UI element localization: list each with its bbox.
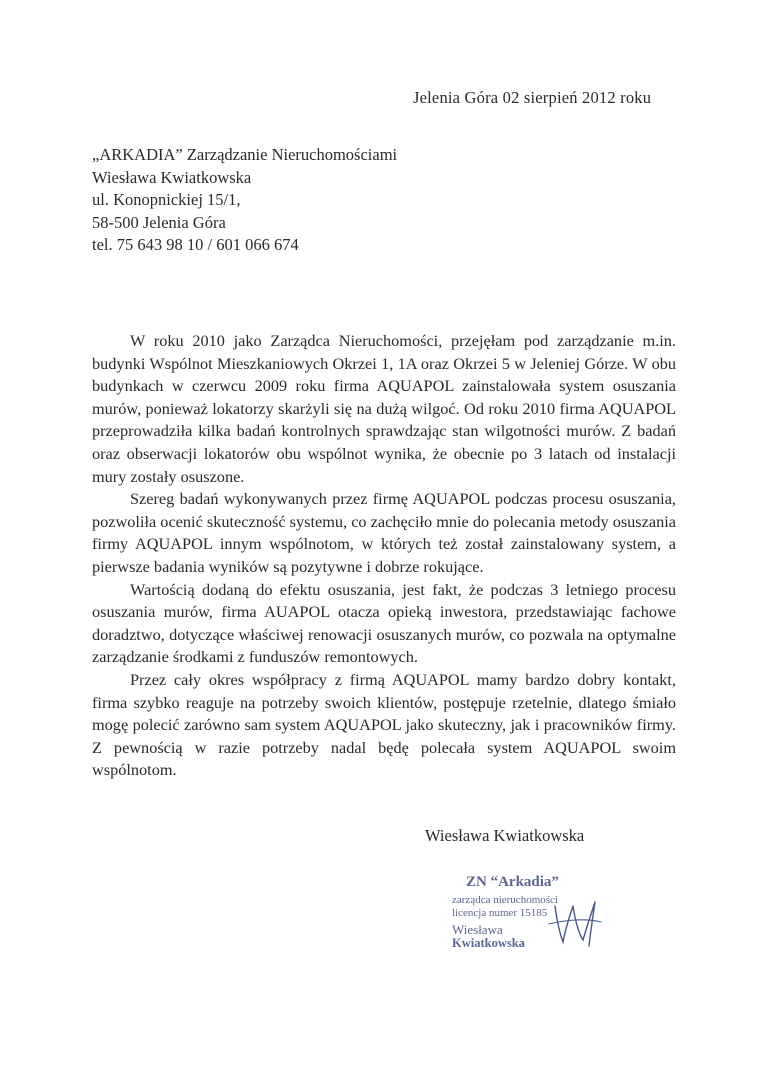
handwritten-signature <box>535 876 615 956</box>
stamp-role: zarządca nieruchomości <box>452 894 558 906</box>
body-paragraph-4: Przez cały okres współpracy z firmą AQUAPOL mamy bardzo dobry kontakt, firma szybko reaguje na potrzeby swoich klientów, postępuje rzetelnie, dlatego śmiało mogę polecić zarówno sam system AQUAPOL jako skuteczny, jak i pracowników firmy. Z pewnością w razie potrzeby nadal będę polecała system AQUAPOL swoim wspólnotom. <box>92 669 676 780</box>
recipient-address <box>92 144 397 257</box>
signer-name: Wiesława Kwiatkowska <box>425 826 585 845</box>
body-paragraph-2: Szereg badań wykonywanych przez firmę AQUAPOL podczas procesu osuszania, pozwoliła ocenić skuteczność systemu, co zachęciło mnie do polecania metody osuszania firmy AQUAPOL innym wspólnotom, w których też został zainstalowany system, a pierwsze badania wyników są pozytywne i dobrze rokujące. <box>92 489 676 576</box>
address-line-phone: tel. 75 643 98 10 / 601 066 674 <box>92 235 299 254</box>
stamp-last-name: Kwiatkowska <box>452 936 525 950</box>
address-line-person: Wiesława Kwiatkowska <box>92 167 252 187</box>
stamp-license: licencja numer 15185 <box>452 907 548 919</box>
address-line-company: „ARKADIA” Zarządzanie Nieruchomościami <box>92 145 398 164</box>
stamp-title: ZN “Arkadia” <box>466 874 559 890</box>
letter-date: Jelenia Góra 02 sierpień 2012 roku <box>413 88 652 107</box>
stamp-first-name: Wiesława <box>452 922 503 937</box>
body-paragraph-3: Wartością dodaną do efektu osuszania, jest fakt, że podczas 3 letniego procesu osuszania murów, firma AUAPOL otacza opieką inwestora, przedstawiając fachowe doradztwo, dotyczące właściwej renowacji osuszanych murów, co pozwala na optymalne zarządzanie środkami z funduszów remontowych. <box>92 579 676 667</box>
body-paragraph-1: W roku 2010 jako Zarządca Nieruchomości, przejęłam pod zarządzanie m.in. budynki Wspólnot Mieszkaniowych Okrzei 1, 1A oraz Okrzei 5 w Jeleniej Górze. W obu budynkach w czerwcu 2009 roku firma AQUAPOL zainstalowała system osuszania murów, ponieważ lokatorzy skarżyli się na dużą wilgoć. Od roku 2010 firma AQUAPOL przeprowadziła kilka badań kontrolnych sprawdzając stan wilgotności murów. Z badań oraz obserwacji lokatorów obu wspólnot wynika, że obecnie po 3 latach od instalacji mury zostały osuszone. <box>92 331 676 486</box>
letter-body <box>92 330 676 782</box>
address-line-city: 58-500 Jelenia Góra <box>92 212 226 232</box>
address-line-street: ul. Konopnickiej 15/1, <box>92 190 241 209</box>
